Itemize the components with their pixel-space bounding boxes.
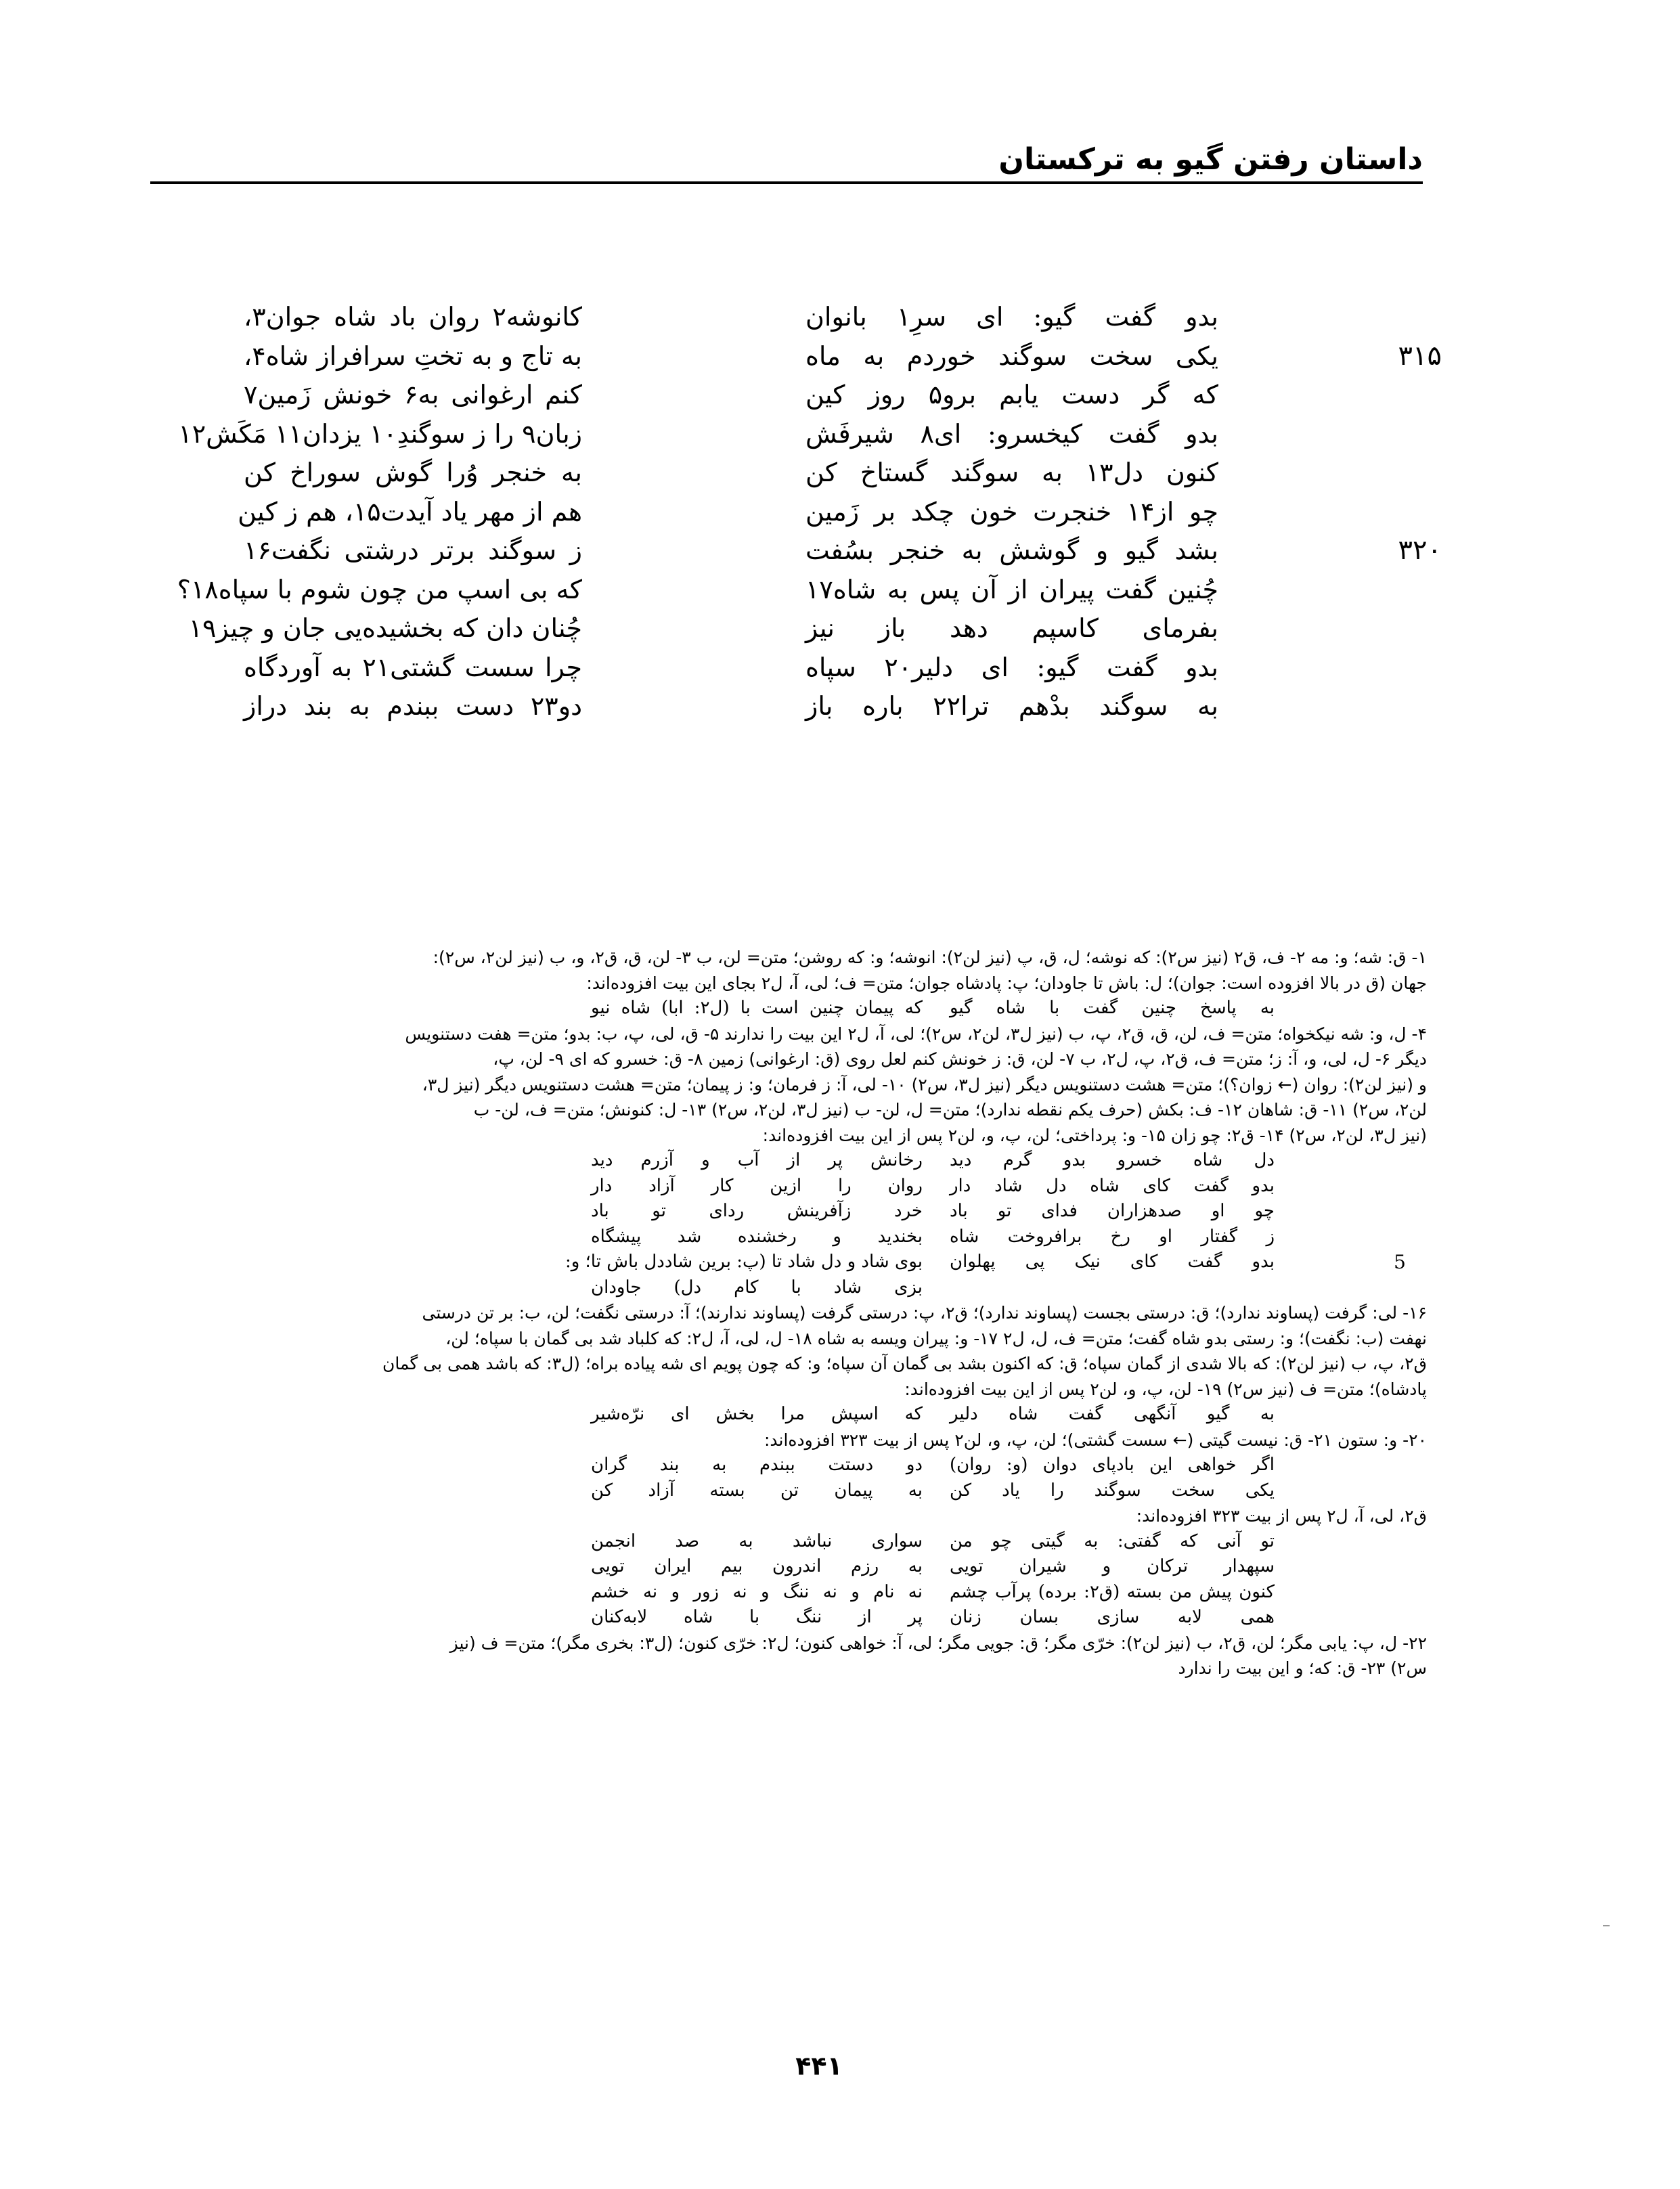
- variant-second-hemistich: رخانش پر از آب و آزرم دید: [591, 1150, 923, 1170]
- footnote-line: (نیز ل۳، لن۲، س۲) ۱۴- ق۲: چو زان ۱۵- و: پرداختی؛ لن، پ، و، لن۲ پس از این بیت افزوده‌اند:: [762, 1125, 1427, 1145]
- variant-couplet: [154, 996, 1427, 1021]
- margin-mark: [1603, 1925, 1610, 1926]
- variant-couplet: [154, 1529, 1427, 1555]
- variant-first-hemistich: سپهدار ترکان و شیران تویی: [950, 1556, 1275, 1576]
- variant-second-hemistich: روان را ازین کار آزاد دار: [591, 1175, 923, 1196]
- variant-couplet: [154, 1224, 1427, 1250]
- footnote-line: نهفت (ب: نگفت)؛ و: رستی بدو شاه گفت؛ متن= ف، ل، ل۲ ۱۷- و: پیران ویسه به شاه ۱۸- ل، لی، آ، ل۲: که کلباد شد بی گمان با سپاه؛ لن،: [445, 1328, 1427, 1348]
- second-hemistich: کانوشه۲ روان باد شاه جوان۳،: [244, 302, 582, 332]
- variant-first-hemistich: بدو گفت کای نیک پی پهلوان: [950, 1252, 1275, 1272]
- second-hemistich: به تاج و به تختِ سرافراز شاه۴،: [244, 340, 582, 371]
- variant-first-hemistich: چو او صدهزاران فدای تو باد: [950, 1201, 1275, 1221]
- variant-first-hemistich: تو آنی که گفتی: به گیتی چو من: [950, 1530, 1275, 1551]
- variant-second-hemistich: که پیمان چنین است با (ل۲: ابا) شاه نیو: [591, 998, 923, 1018]
- variant-first-hemistich: دل شاه خسرو بدو گرم دید: [950, 1150, 1275, 1170]
- verse-couplet: [244, 337, 1442, 376]
- second-hemistich: که بی اسپ من چون شوم با سپاه۱۸؟: [177, 574, 582, 604]
- first-hemistich: چُنین گفت پیران از آن پس به شاه۱۷: [805, 574, 1218, 604]
- first-hemistich: چو از۱۴ خنجرت خون چکد بر زَمین: [805, 496, 1218, 527]
- verse-couplet: [238, 493, 1442, 532]
- footnote-line: ۴- ل، و: شه نیکخواه؛ متن= ف، لن، ق، ق۲، پ، ب (نیز ل۳، لن۲، س۲)؛ لی، آ، ل۲ این بیت را ندارند ۵- ق، لی، پ، ب: بدو؛ متن= هفت دستنویس: [405, 1023, 1427, 1044]
- verse-couplet: [244, 648, 1442, 688]
- first-hemistich: یکی سخت سوگند خوردم به ماه: [805, 340, 1218, 371]
- variant-couplet: [154, 1250, 1427, 1275]
- verse-couplet: [178, 415, 1442, 454]
- footnotes: [154, 945, 1427, 1681]
- footnote-line: ۱۶- لی: گرفت (پساوند ندارد)؛ ق: درستی بجست (پساوند ندارد)؛ ق۲، پ: درستی گرفت (پساوند ندارند)؛ آ: درستی نگفت؛ لن، ب: بر تن درستی: [422, 1303, 1427, 1323]
- variant-couplet: [154, 1478, 1427, 1504]
- verse-number: ۳۲۰: [1398, 535, 1442, 566]
- chapter-title: داستان رفتن گیو به ترکستان: [998, 142, 1423, 177]
- variant-first-hemistich: به پاسخ چنین گفت با شاه گیو: [950, 998, 1275, 1018]
- second-hemistich: چُنان دان که بخشیده‌یی جان و چیز۱۹: [188, 613, 582, 643]
- variant-second-hemistich: نه نام و نه ننگ و نه زور و نه خشم: [591, 1581, 923, 1602]
- verse-couplet: [188, 609, 1442, 648]
- first-hemistich: بفرمای کاسپم دهد باز نیز: [805, 613, 1218, 643]
- variant-couplet: [154, 1174, 1427, 1199]
- second-hemistich: ز سوگند برتر درشتی نگفت۱۶: [244, 535, 582, 565]
- first-hemistich: بدو گفت کیخسرو: ای۸ شیرفَش: [805, 418, 1218, 449]
- variant-second-hemistich: دو دستت ببندم به بند گران: [591, 1455, 923, 1475]
- variant-second-hemistich: که اسپش مرا بخش ای نرّه‌شیر: [591, 1404, 923, 1424]
- variant-first-hemistich: همی لابه سازی بسان زنان: [950, 1607, 1275, 1627]
- verse-couplet: [244, 298, 1442, 337]
- verse-couplet: [244, 454, 1442, 493]
- first-hemistich: کنون دل۱۳ به سوگند گستاخ کن: [805, 458, 1218, 487]
- first-hemistich: بدو گفت گیو: ای سرِ۱ بانوان: [805, 302, 1218, 332]
- variant-first-hemistich: کنون پیش من بسته (ق۲: برده) پرآب چشم: [950, 1581, 1275, 1602]
- line-number: 5: [1394, 1251, 1406, 1273]
- footnote-line: پادشاه)؛ متن= ف (نیز س۲) ۱۹- لن، پ، و، لن۲ پس از این بیت افزوده‌اند:: [904, 1379, 1427, 1399]
- verse-couplet: [244, 687, 1442, 726]
- variant-couplet: [154, 1605, 1427, 1631]
- first-hemistich: بدو گفت گیو: ای دلیر۲۰ سپاه: [805, 652, 1218, 682]
- footnote-line: ۲۲- ل، پ: یابی مگر؛ لن، ق۲، ب (نیز لن۲): خرّی مگر؛ ق: جویی مگر؛ لی، آ: خواهی کنون؛ ل۲: خرّی کنون؛ (ل۳: بخری مگر)؛ متن= ف (نیز: [449, 1633, 1427, 1653]
- footnote-line: جهان (ق در بالا افزوده است: جوان)؛ ل: باش تا جاودان؛ پ: پادشاه جوان؛ متن= ف؛ لی، آ، ل۲ بجای این بیت افزوده‌اند:: [586, 973, 1427, 993]
- footnote-line: دیگر ۶- ل، لی، و، آ: ز؛ متن= ف، ق۲، پ، ل۲، ب ۷- لن، ق: ز خونش کنم لعل روی (ق: ارغوانی) زمین ۸- ق: خسرو که ای ۹- لن، پ،: [493, 1049, 1427, 1069]
- verse-couplet: [244, 531, 1442, 571]
- variant-couplet: [154, 1199, 1427, 1224]
- variant-couplet: [154, 1402, 1427, 1428]
- second-hemistich: دو۲۳ دست ببندم به بند دراز: [244, 691, 582, 721]
- variant-second-hemistich: به پیمان تن بسته آزاد کن: [591, 1480, 923, 1501]
- variant-second-hemistich: بخندید و رخشنده شد پیشگاه: [591, 1226, 923, 1247]
- first-hemistich: به سوگند بدْهم ترا۲۲ باره باز: [805, 691, 1218, 721]
- verse-couplet: [177, 571, 1442, 610]
- variant-second-hemistich: پر از ننگ با شاه لابه‌کنان: [591, 1607, 923, 1627]
- variant-second-hemistich: بوی شاد و دل شاد تا (پ: برین شاددل باش تا؛ و:: [565, 1252, 923, 1272]
- first-hemistich: که گر دست یابم برو۵ روز کین: [805, 380, 1218, 410]
- footnote-line: ۲۰- و: ستون ۲۱- ق: نیست گیتی (← سست گشتی)؛ لن، پ، و، لن۲ پس از بیت ۳۲۳ افزوده‌اند:: [764, 1430, 1427, 1450]
- variant-couplet: [154, 1580, 1427, 1606]
- variant-first-hemistich: بدو گفت کای شاه دل شاد دار: [950, 1175, 1275, 1196]
- variant-couplet: [154, 1148, 1427, 1174]
- second-hemistich: به خنجر وُرا گوش سوراخ کن: [244, 458, 582, 487]
- first-hemistich: بشد گیو و گوشش به خنجر بسُفت: [805, 535, 1218, 565]
- footnote-line: و (نیز لن۲): روان (← زوان؟)؛ متن= هشت دستنویس دیگر (نیز ل۳، س۲) ۱۰- لی، آ: ز فرمان؛ و: ز پیمان؛ متن= هشت دستنویس دیگر (نیز ل۳،: [422, 1074, 1427, 1094]
- variant-first-hemistich: ز گفتار او رخ برافروخت شاه: [950, 1226, 1275, 1247]
- variant-couplet: [154, 1554, 1427, 1580]
- second-hemistich: کنم ارغوانی به۶ خونش زَمین۷: [244, 380, 582, 410]
- variant-first-hemistich: یکی سخت سوگند را یاد کن: [950, 1480, 1275, 1501]
- footnote-line: ق۲، پ، ب (نیز لن۲): که بالا شدی از گمان سپاه؛ ق: که اکنون بشد بی گمان آن سپاه؛ و: که چون پویم ای شه پیاده براه؛ (ل۳: که باشد همی بی گمان: [382, 1354, 1427, 1373]
- verse-couplet: [244, 376, 1442, 415]
- variant-second-hemistich: سواری نباشد به صد انجمن: [591, 1530, 923, 1551]
- poem-verses: [177, 298, 1442, 726]
- footnote-line: ۱- ق: شه؛ و: مه ۲- ف، ق۲ (نیز س۲): که نوشه؛ ل، ق، پ (نیز لن۲): انوشه؛ و: که روشن؛ متن= لن، ب ۳- لن، ق، ق۲، و، ب (نیز لن۲، س۲):: [433, 948, 1427, 967]
- footnote-line: لن۲، س۲) ۱۱- ق: شاهان ۱۲- ف: بکش (حرف یکم نقطه ندارد)؛ متن= ل، لن- ب (نیز ل۳، لن۲، س۲) ۱۳- ل: کنونش؛ متن= ف، لن- ب: [473, 1100, 1427, 1120]
- variant-second-hemistich: خرد زآفرینش ردای تو باد: [591, 1201, 923, 1221]
- second-hemistich: هم از مهر یاد آیدت۱۵، هم ز کین: [238, 496, 582, 527]
- variant-second-hemistich: بزی شاد با کام دل) جاودان: [591, 1277, 923, 1298]
- second-hemistich: زبان۹ را ز سوگندِ۱۰ یزدان۱۱ مَکَش۱۲: [178, 418, 582, 449]
- second-hemistich: چرا سست گشتی۲۱ به آوردگاه: [244, 652, 582, 682]
- footnote-line: س۲) ۲۳- ق: که؛ و این بیت را ندارد: [1178, 1658, 1427, 1678]
- variant-first-hemistich: به گیو آنگهی گفت شاه دلیر: [950, 1404, 1275, 1424]
- verse-number: ۳۱۵: [1398, 340, 1442, 372]
- variant-first-hemistich: اگر خواهی این بادپای دوان (و: روان): [950, 1455, 1275, 1475]
- variant-couplet: [154, 1275, 1427, 1301]
- variant-couplet: [154, 1453, 1427, 1478]
- variant-second-hemistich: به رزم اندرون بیم ایران تویی: [591, 1556, 923, 1576]
- running-header: [150, 142, 1423, 183]
- header-rule: [150, 181, 1423, 184]
- footnote-line: ق۲، لی، آ، ل۲ پس از بیت ۳۲۳ افزوده‌اند:: [1136, 1506, 1427, 1526]
- page-number: ۴۴۱: [795, 2051, 843, 2081]
